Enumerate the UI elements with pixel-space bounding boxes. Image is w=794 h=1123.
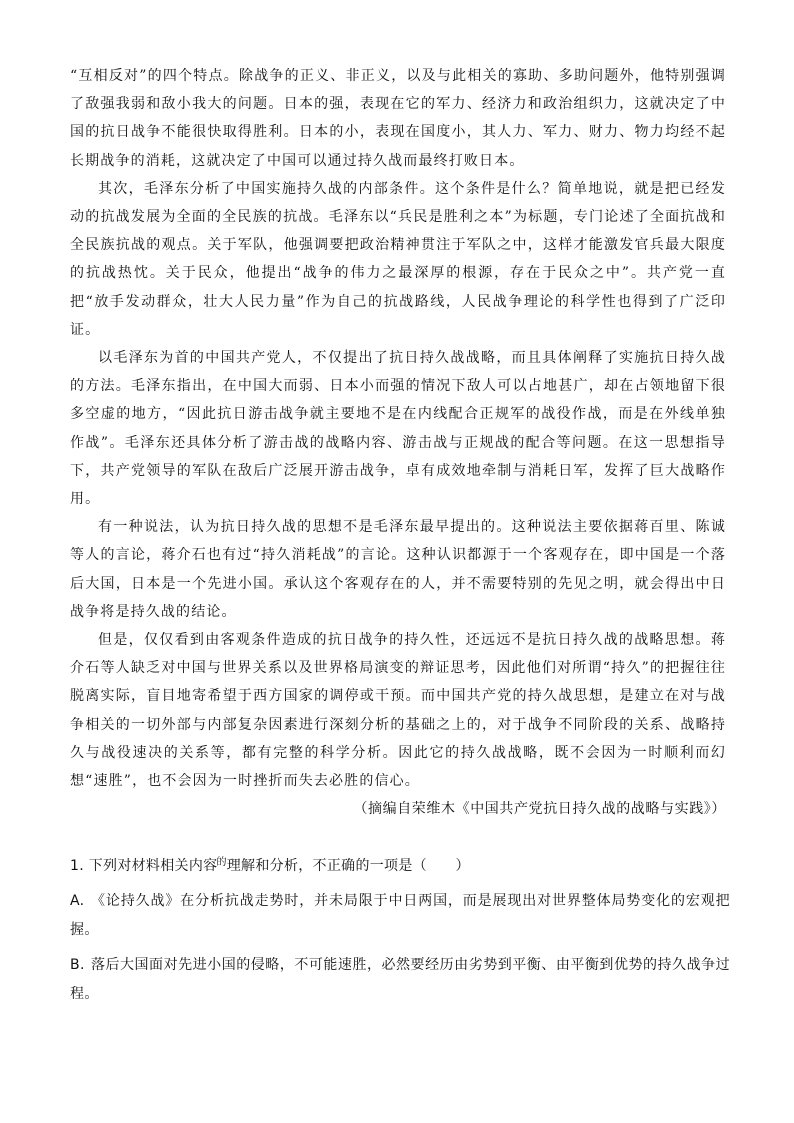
passage-paragraph-5: 但是，仅仅看到由客观条件造成的抗日战争的持久性，还远远不是抗日持久战的战略思想。蒋介石等人缺乏对中国与世界关系以及世界格局演变的辩证思考，因此他们对所谓“持久”的把握往往脱离实际，盲目地寄希望于西方国家的调停或干预。而中国共产党的持久战思想，是建立在对与战争相关的一切外部与内部复杂因素进行深刻分析的基础之上的，对于战争不同阶段的关系、战略持久与战役速决的关系等，都有完整的科学分析。因此它的持久战战略，既不会因为一时顺利而幻想“速胜”，也不会因为一时挫折而失去必胜的信心。 xyxy=(70,632,726,790)
question-number: 1. xyxy=(70,858,84,874)
passage-paragraph-2: 其次，毛泽东分析了中国实施持久战的内部条件。这个条件是什么？简单地说，就是把已经发动的抗战发展为全面的全民族的抗战。毛泽东以“兵民是胜利之本”为标题，专门论述了全面抗战和全民族抗战的观点。关于军队，他强调要把政治精神贯注于军队之中，这样才能激发官兵最大限度的抗战热忱。关于民众，他提出“战争的伟力之最深厚的根源，存在于民众之中”。共产党一直把“放手发动群众，壮大人民力量”作为自己的抗战路线，人民战争理论的科学性也得到了广泛印证。 xyxy=(70,180,726,338)
question-stem-text-a: 下列对材料相关内容 xyxy=(88,858,218,874)
option-b[interactable] xyxy=(70,951,730,1009)
passage-source: （摘编自荣维木《中国共产党抗日持久战的战略与实践》） xyxy=(353,801,726,818)
option-b-letter: B. xyxy=(70,957,85,973)
option-a-text: 《论持久战》在分析抗战走势时，并未局限于中日两国，而是展现出对世界整体局势变化的宏观把握。 xyxy=(70,893,730,938)
passage-paragraph-3: 以毛泽东为首的中国共产党人，不仅提出了抗日持久战战略，而且具体阐释了实施抗日持久战的方法。毛泽东指出，在中国大而弱、日本小而强的情况下敌人可以占地甚广，却在占领地留下很多空虚的地方，“因此抗日游击战争就主要地不是在内线配合正规军的战役作战，而是在外线单独作战”。毛泽东还具体分析了游击战的战略内容、游击战与正规战的配合等问题。在这一思想指导下，共产党领导的军队在敌后广泛展开游击战争，卓有成效地牵制与消耗日军，发挥了巨大战略作用。 xyxy=(70,350,726,508)
question-stem-text-b: 理解和分析，不正确的一项是（ ） xyxy=(226,858,470,874)
reading-passage xyxy=(70,62,726,823)
question-stem-small-char: 的 xyxy=(216,857,227,868)
question-1-stem xyxy=(70,852,730,877)
passage-paragraph-1: “互相反对”的四个特点。除战争的正义、非正义，以及与此相关的寡助、多助问题外，他特别强调了敌强我弱和敌小我大的问题。日本的强，表现在它的军力、经济力和政治组织力，这就决定了中国的抗日战争不能很快取得胜利。日本的小，表现在国度小，其人力、军力、财力、物力均经不起长期战争的消耗，这就决定了中国可以通过持久战而最终打败日本。 xyxy=(70,68,726,169)
option-a-letter: A. xyxy=(70,893,85,909)
passage-paragraph-4: 有一种说法，认为抗日持久战的思想不是毛泽东最早提出的。这种说法主要依据蒋百里、陈诚等人的言论，蒋介石也有过“持久消耗战”的言论。这种认识都源于一个客观存在，即中国是一个落后大国，日本是一个先进小国。承认这个客观存在的人，并不需要特别的先见之明，就会得出中日战争将是持久战的结论。 xyxy=(70,519,726,620)
option-a[interactable] xyxy=(70,887,730,945)
question-block xyxy=(70,852,730,1015)
option-b-text: 落后大国面对先进小国的侵略，不可能速胜，必然要经历由劣势到平衡、由平衡到优势的持久战争过程。 xyxy=(70,957,730,1002)
